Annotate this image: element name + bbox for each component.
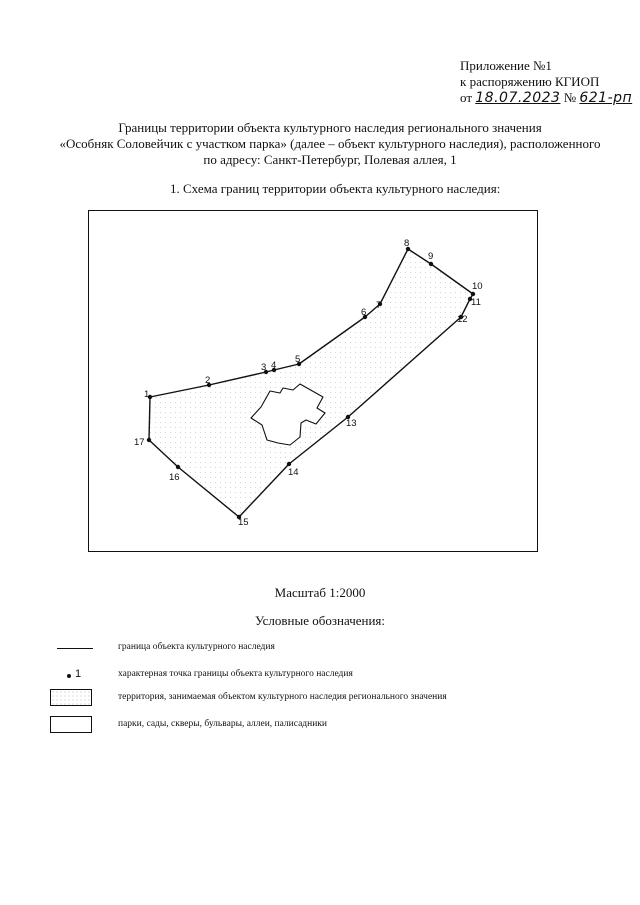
boundary-point-symbol xyxy=(50,666,94,686)
point-label: 7 xyxy=(376,300,382,311)
point-label: 11 xyxy=(471,297,481,308)
legend-label: территория, занимаемая объектом культурного наследия регионального значения xyxy=(118,692,447,702)
point-label: 12 xyxy=(457,314,468,325)
appendix-number-prefix: № xyxy=(563,90,577,105)
point-label: 5 xyxy=(295,354,301,365)
appendix-line-3 xyxy=(460,90,632,106)
boundary-point xyxy=(471,292,475,296)
boundary-line-symbol xyxy=(50,639,94,659)
appendix-number: 621-рп xyxy=(579,90,633,106)
legend-row-parks xyxy=(50,716,620,736)
point-label: 9 xyxy=(428,251,434,262)
point-label: 17 xyxy=(134,437,145,448)
appendix-line-1: Приложение №1 xyxy=(460,58,552,73)
legend-label: граница объекта культурного наследия xyxy=(118,642,275,652)
boundary-point xyxy=(287,462,291,466)
boundary-point xyxy=(147,438,151,442)
point-label: 13 xyxy=(346,418,357,429)
map-scale: Масштаб 1:2000 xyxy=(274,585,366,600)
boundary-point xyxy=(429,262,433,266)
point-label: 15 xyxy=(238,517,249,528)
parks-swatch xyxy=(50,716,94,736)
point-label: 6 xyxy=(361,307,367,318)
point-label: 4 xyxy=(271,360,277,371)
point-symbol-number: 1 xyxy=(75,668,82,680)
heading-line-1: Границы территории объекта культурного наследия регионального значения xyxy=(118,120,542,135)
legend-row-boundary xyxy=(50,639,620,659)
territory-swatch xyxy=(50,689,94,709)
point-label: 8 xyxy=(404,238,410,249)
legend-label: парки, сады, скверы, бульвары, аллеи, палисадники xyxy=(118,719,328,729)
heritage-territory-area xyxy=(149,249,473,517)
appendix-from-prefix: от xyxy=(460,90,473,105)
point-label: 3 xyxy=(261,362,267,373)
legend-row-territory xyxy=(50,689,620,709)
boundary-map xyxy=(88,210,538,552)
document-heading xyxy=(40,120,620,168)
appendix-line-2: к распоряжению КГИОП xyxy=(460,74,600,89)
legend-label: характерная точка границы объекта культурного наследия xyxy=(118,669,353,679)
boundary-map-svg xyxy=(89,211,539,553)
legend-title: Условные обозначения: xyxy=(254,613,386,628)
legend-row-point xyxy=(50,666,620,686)
point-dot-icon xyxy=(67,674,71,678)
point-label: 2 xyxy=(205,375,211,386)
point-label: 10 xyxy=(472,281,483,292)
point-label: 1 xyxy=(144,389,150,400)
appendix-date: 18.07.2023 xyxy=(475,90,561,106)
boundary-point xyxy=(176,465,180,469)
point-label: 14 xyxy=(288,467,299,478)
heading-line-2: «Особняк Соловейчик с участком парка» (далее – объект культурного наследия), расположенного xyxy=(59,136,601,151)
heading-line-3: по адресу: Санкт-Петербург, Полевая аллея, 1 xyxy=(203,152,457,167)
appendix-block xyxy=(460,58,632,106)
point-label: 16 xyxy=(169,472,180,483)
section-title: 1. Схема границ территории объекта культурного наследия: xyxy=(170,181,501,196)
